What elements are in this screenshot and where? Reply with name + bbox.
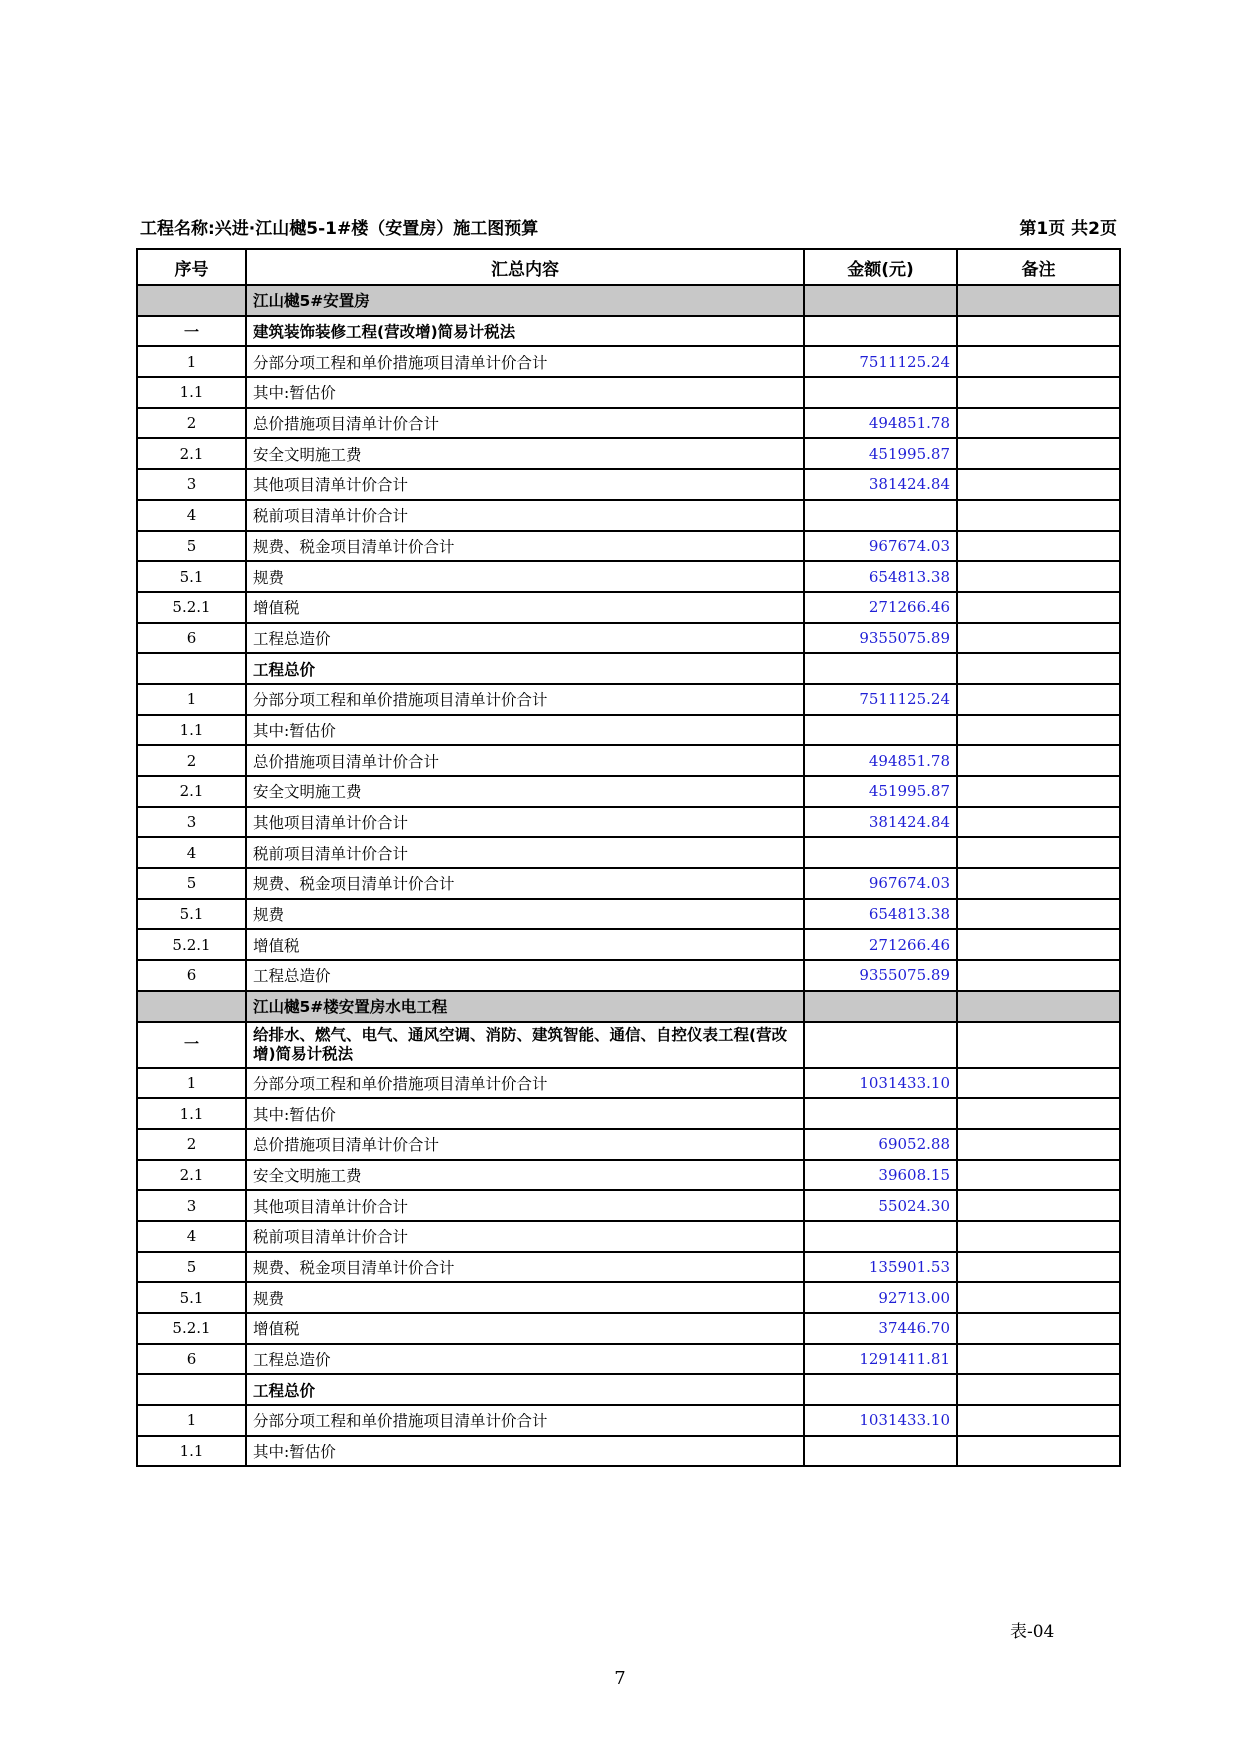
- row-content-cell: 税前项目清单计价合计: [246, 1221, 804, 1252]
- row-amount-cell: [804, 1374, 957, 1405]
- table-row: [137, 1190, 1120, 1221]
- row-remark-cell: [957, 408, 1120, 439]
- row-remark-cell: [957, 346, 1120, 377]
- row-no-cell: 4: [137, 1221, 246, 1252]
- row-amount-cell: 654813.38: [804, 561, 957, 592]
- row-no-cell: 5.1: [137, 561, 246, 592]
- row-amount-cell: 494851.78: [804, 408, 957, 439]
- row-remark-cell: [957, 684, 1120, 715]
- table-row: [137, 1098, 1120, 1129]
- row-content-cell: 规费: [246, 561, 804, 592]
- row-amount-cell: 69052.88: [804, 1129, 957, 1160]
- table-row: [137, 500, 1120, 531]
- table-row: [137, 1405, 1120, 1436]
- table-row: [137, 1160, 1120, 1191]
- row-content-cell: 建筑装饰装修工程(营改增)简易计税法: [246, 316, 804, 347]
- row-remark-cell: [957, 500, 1120, 531]
- row-no-cell: 6: [137, 960, 246, 991]
- row-no-cell: 1.1: [137, 1436, 246, 1467]
- row-content-cell: 安全文明施工费: [246, 1160, 804, 1191]
- row-content-cell: 规费: [246, 899, 804, 930]
- row-amount-cell: [804, 1098, 957, 1129]
- row-content-cell: 江山樾5#楼安置房水电工程: [246, 991, 804, 1022]
- page-info: 第1页 共2页: [1019, 219, 1117, 239]
- row-content-cell: 总价措施项目清单计价合计: [246, 1129, 804, 1160]
- row-content-cell: 增值税: [246, 1313, 804, 1344]
- row-amount-cell: 37446.70: [804, 1313, 957, 1344]
- row-no-cell: 3: [137, 1190, 246, 1221]
- column-header-no: 序号: [137, 249, 246, 285]
- row-remark-cell: [957, 868, 1120, 899]
- row-amount-cell: 381424.84: [804, 469, 957, 500]
- row-remark-cell: [957, 1068, 1120, 1099]
- row-amount-cell: [804, 1221, 957, 1252]
- table-row: [137, 1344, 1120, 1375]
- row-amount-cell: 271266.46: [804, 929, 957, 960]
- row-amount-cell: 39608.15: [804, 1160, 957, 1191]
- row-no-cell: 一: [137, 1022, 246, 1068]
- row-content-cell: 给排水、燃气、电气、通风空调、消防、建筑智能、通信、自控仪表工程(营改增)简易计税法: [246, 1022, 804, 1068]
- row-amount-cell: [804, 837, 957, 868]
- row-no-cell: 2: [137, 1129, 246, 1160]
- column-header-content: 汇总内容: [246, 249, 804, 285]
- row-amount-cell: 55024.30: [804, 1190, 957, 1221]
- document-header: [140, 214, 1117, 242]
- table-row: [137, 1282, 1120, 1313]
- row-no-cell: 3: [137, 807, 246, 838]
- row-no-cell: 5.2.1: [137, 1313, 246, 1344]
- row-content-cell: 其他项目清单计价合计: [246, 469, 804, 500]
- row-amount-cell: 135901.53: [804, 1252, 957, 1283]
- table-row: [137, 1022, 1120, 1068]
- row-remark-cell: [957, 469, 1120, 500]
- row-amount-cell: [804, 991, 957, 1022]
- table-row: [137, 929, 1120, 960]
- row-remark-cell: [957, 316, 1120, 347]
- table-row: [137, 531, 1120, 562]
- table-row: [137, 1313, 1120, 1344]
- row-content-cell: 其他项目清单计价合计: [246, 1190, 804, 1221]
- row-no-cell: 5.2.1: [137, 929, 246, 960]
- row-remark-cell: [957, 929, 1120, 960]
- row-amount-cell: 967674.03: [804, 868, 957, 899]
- row-remark-cell: [957, 1344, 1120, 1375]
- row-no-cell: [137, 653, 246, 684]
- row-no-cell: 2.1: [137, 438, 246, 469]
- table-row: [137, 807, 1120, 838]
- row-remark-cell: [957, 1282, 1120, 1313]
- row-content-cell: 分部分项工程和单价措施项目清单计价合计: [246, 1068, 804, 1099]
- row-remark-cell: [957, 653, 1120, 684]
- table-row: [137, 684, 1120, 715]
- row-no-cell: 一: [137, 316, 246, 347]
- section-row: [137, 991, 1120, 1022]
- row-no-cell: 1.1: [137, 377, 246, 408]
- row-no-cell: 3: [137, 469, 246, 500]
- page-number: 7: [614, 1668, 626, 1689]
- row-remark-cell: [957, 285, 1120, 316]
- row-remark-cell: [957, 1160, 1120, 1191]
- table-row: [137, 837, 1120, 868]
- row-remark-cell: [957, 1436, 1120, 1467]
- row-no-cell: 1: [137, 1068, 246, 1099]
- table-row: [137, 623, 1120, 654]
- row-content-cell: 总价措施项目清单计价合计: [246, 408, 804, 439]
- row-content-cell: 工程总造价: [246, 1344, 804, 1375]
- row-remark-cell: [957, 715, 1120, 746]
- row-content-cell: 工程总造价: [246, 623, 804, 654]
- row-no-cell: 2: [137, 745, 246, 776]
- table-row: [137, 776, 1120, 807]
- row-content-cell: 增值税: [246, 929, 804, 960]
- row-amount-cell: 7511125.24: [804, 684, 957, 715]
- row-remark-cell: [957, 1098, 1120, 1129]
- row-no-cell: 1: [137, 684, 246, 715]
- row-remark-cell: [957, 1221, 1120, 1252]
- row-content-cell: 规费、税金项目清单计价合计: [246, 531, 804, 562]
- row-remark-cell: [957, 1313, 1120, 1344]
- row-content-cell: 工程总造价: [246, 960, 804, 991]
- row-amount-cell: 381424.84: [804, 807, 957, 838]
- row-amount-cell: 967674.03: [804, 531, 957, 562]
- row-no-cell: 5.2.1: [137, 592, 246, 623]
- row-no-cell: 4: [137, 500, 246, 531]
- row-no-cell: 2.1: [137, 776, 246, 807]
- row-no-cell: 1.1: [137, 1098, 246, 1129]
- row-content-cell: 分部分项工程和单价措施项目清单计价合计: [246, 346, 804, 377]
- row-amount-cell: [804, 715, 957, 746]
- row-content-cell: 税前项目清单计价合计: [246, 500, 804, 531]
- table-row: [137, 346, 1120, 377]
- table-row: [137, 377, 1120, 408]
- row-amount-cell: 451995.87: [804, 438, 957, 469]
- row-amount-cell: 271266.46: [804, 592, 957, 623]
- row-remark-cell: [957, 1129, 1120, 1160]
- row-amount-cell: 451995.87: [804, 776, 957, 807]
- row-no-cell: [137, 285, 246, 316]
- project-name: 工程名称:兴进·江山樾5-1#楼（安置房）施工图预算: [140, 219, 539, 239]
- row-content-cell: 其中:暂估价: [246, 1436, 804, 1467]
- row-amount-cell: [804, 285, 957, 316]
- table-row: [137, 715, 1120, 746]
- row-content-cell: 规费: [246, 1282, 804, 1313]
- row-remark-cell: [957, 561, 1120, 592]
- row-amount-cell: 7511125.24: [804, 346, 957, 377]
- table-header-row: [137, 249, 1120, 285]
- row-content-cell: 增值税: [246, 592, 804, 623]
- row-no-cell: 1: [137, 346, 246, 377]
- row-no-cell: 5.1: [137, 1282, 246, 1313]
- row-content-cell: 其中:暂估价: [246, 1098, 804, 1129]
- row-content-cell: 工程总价: [246, 1374, 804, 1405]
- table-row: [137, 960, 1120, 991]
- row-remark-cell: [957, 837, 1120, 868]
- row-remark-cell: [957, 377, 1120, 408]
- row-remark-cell: [957, 1190, 1120, 1221]
- row-remark-cell: [957, 960, 1120, 991]
- column-header-amount: 金额(元): [804, 249, 957, 285]
- table-row: [137, 1221, 1120, 1252]
- row-remark-cell: [957, 531, 1120, 562]
- row-no-cell: 2: [137, 408, 246, 439]
- row-no-cell: 4: [137, 837, 246, 868]
- row-content-cell: 规费、税金项目清单计价合计: [246, 1252, 804, 1283]
- row-content-cell: 江山樾5#安置房: [246, 285, 804, 316]
- row-amount-cell: [804, 500, 957, 531]
- row-amount-cell: [804, 1022, 957, 1068]
- table-row: [137, 1374, 1120, 1405]
- row-content-cell: 分部分项工程和单价措施项目清单计价合计: [246, 684, 804, 715]
- row-amount-cell: 654813.38: [804, 899, 957, 930]
- row-no-cell: [137, 1374, 246, 1405]
- row-amount-cell: 9355075.89: [804, 623, 957, 654]
- row-content-cell: 分部分项工程和单价措施项目清单计价合计: [246, 1405, 804, 1436]
- section-row: [137, 285, 1120, 316]
- table-row: [137, 745, 1120, 776]
- row-amount-cell: [804, 377, 957, 408]
- row-no-cell: 6: [137, 623, 246, 654]
- row-content-cell: 规费、税金项目清单计价合计: [246, 868, 804, 899]
- row-amount-cell: [804, 653, 957, 684]
- row-content-cell: 税前项目清单计价合计: [246, 837, 804, 868]
- table-row: [137, 1252, 1120, 1283]
- row-no-cell: 6: [137, 1344, 246, 1375]
- row-amount-cell: 1031433.10: [804, 1405, 957, 1436]
- table-row: [137, 316, 1120, 347]
- row-amount-cell: 494851.78: [804, 745, 957, 776]
- row-amount-cell: [804, 316, 957, 347]
- table-row: [137, 1068, 1120, 1099]
- row-content-cell: 其中:暂估价: [246, 377, 804, 408]
- table-row: [137, 1129, 1120, 1160]
- row-remark-cell: [957, 623, 1120, 654]
- row-content-cell: 安全文明施工费: [246, 438, 804, 469]
- row-remark-cell: [957, 745, 1120, 776]
- table-row: [137, 653, 1120, 684]
- row-no-cell: 5: [137, 1252, 246, 1283]
- table-body: [137, 285, 1120, 1466]
- row-remark-cell: [957, 899, 1120, 930]
- row-amount-cell: 1031433.10: [804, 1068, 957, 1099]
- row-remark-cell: [957, 1405, 1120, 1436]
- row-amount-cell: [804, 1436, 957, 1467]
- table-row: [137, 1436, 1120, 1467]
- table-code: 表-04: [1010, 1622, 1055, 1642]
- table-row: [137, 438, 1120, 469]
- row-no-cell: [137, 991, 246, 1022]
- row-content-cell: 其中:暂估价: [246, 715, 804, 746]
- row-no-cell: 1: [137, 1405, 246, 1436]
- table-row: [137, 592, 1120, 623]
- row-remark-cell: [957, 1374, 1120, 1405]
- row-amount-cell: 92713.00: [804, 1282, 957, 1313]
- row-no-cell: 5: [137, 868, 246, 899]
- row-no-cell: 5: [137, 531, 246, 562]
- row-content-cell: 其他项目清单计价合计: [246, 807, 804, 838]
- row-no-cell: 5.1: [137, 899, 246, 930]
- table-row: [137, 469, 1120, 500]
- row-remark-cell: [957, 807, 1120, 838]
- row-remark-cell: [957, 1022, 1120, 1068]
- row-content-cell: 工程总价: [246, 653, 804, 684]
- row-remark-cell: [957, 1252, 1120, 1283]
- row-remark-cell: [957, 991, 1120, 1022]
- summary-table: [136, 248, 1121, 1467]
- row-no-cell: 1.1: [137, 715, 246, 746]
- table-row: [137, 899, 1120, 930]
- row-remark-cell: [957, 438, 1120, 469]
- table-row: [137, 408, 1120, 439]
- row-remark-cell: [957, 592, 1120, 623]
- row-content-cell: 安全文明施工费: [246, 776, 804, 807]
- row-content-cell: 总价措施项目清单计价合计: [246, 745, 804, 776]
- row-no-cell: 2.1: [137, 1160, 246, 1191]
- row-amount-cell: 1291411.81: [804, 1344, 957, 1375]
- table-row: [137, 868, 1120, 899]
- row-amount-cell: 9355075.89: [804, 960, 957, 991]
- table-row: [137, 561, 1120, 592]
- column-header-remark: 备注: [957, 249, 1120, 285]
- row-remark-cell: [957, 776, 1120, 807]
